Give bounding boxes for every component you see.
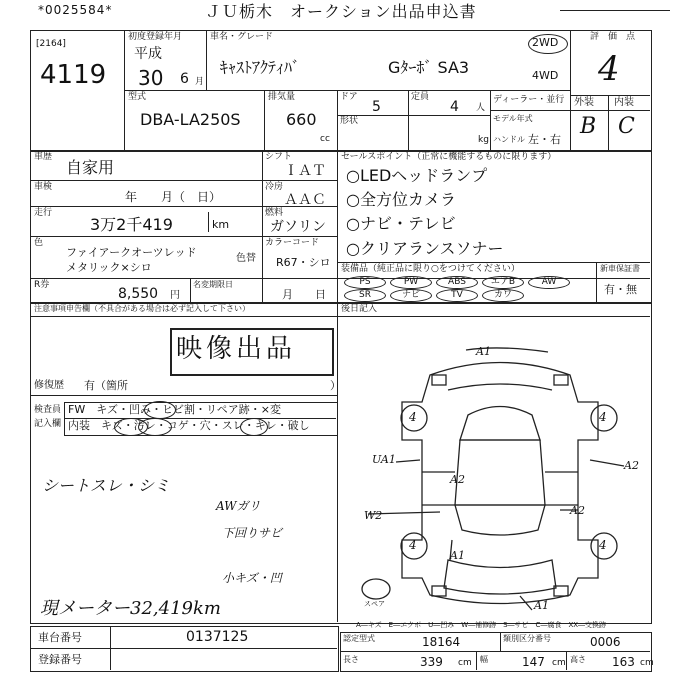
checks-label-2: 記入欄	[34, 419, 62, 429]
fuel-label: 燃料	[265, 208, 284, 218]
doors-value: 5	[372, 99, 381, 115]
equipment-row1-0: PS	[344, 276, 386, 289]
tire-grade-rl: 4	[409, 538, 417, 552]
divider	[30, 236, 337, 237]
divider	[30, 648, 337, 649]
equipment-row1-1: PW	[390, 276, 432, 289]
overall-grade: 4	[598, 49, 620, 89]
equipment-label: 装備品（純正品に限り○をつけてください）	[341, 264, 520, 274]
sales-point-2: ○全方位カメラ	[346, 190, 456, 209]
divider	[190, 278, 191, 302]
exterior-label: 外装	[574, 97, 594, 108]
mark-a2-right: A2	[570, 504, 585, 517]
shift-label: シフト	[265, 152, 293, 162]
sales-points-label: セールスポイント（正常に機能するものに限ります）	[341, 152, 557, 162]
divider	[476, 651, 477, 670]
divider	[490, 110, 570, 111]
registration-era: 平成	[134, 46, 162, 62]
transfer-label: 名変期限日	[193, 280, 233, 289]
tire-grade-rr: 4	[599, 538, 607, 552]
repair-history-value: 有（箇所	[84, 379, 128, 392]
class-label: 類別区分番号	[503, 634, 551, 643]
model-label: 型式	[128, 92, 147, 102]
length-value: 339	[420, 655, 443, 669]
repair-history-close: ）	[330, 379, 341, 392]
equipment-row1-3: エアB	[482, 276, 524, 289]
notes-label: 注意事項申告欄（不具合がある場合は必ず記入して下さい）	[34, 304, 250, 313]
dealer-label: ディーラー・並行	[493, 95, 565, 105]
tire-grade-fr: 4	[599, 410, 607, 424]
divider	[262, 180, 337, 181]
capacity-unit: 人	[476, 103, 486, 113]
divider	[340, 651, 650, 652]
drive-2wd: 2WD	[532, 36, 559, 49]
height-unit: cm	[640, 658, 654, 668]
registration-year: 30	[138, 66, 164, 90]
color-change-label: 色替	[236, 253, 256, 264]
video-stamp: 映像出品	[176, 334, 297, 364]
inspection-value: 年 月（ 日）	[125, 190, 222, 204]
divider	[264, 90, 265, 150]
height-value: 163	[612, 655, 635, 669]
check-circle	[240, 418, 268, 436]
divider	[337, 115, 490, 116]
doors-label: ドア	[340, 92, 358, 102]
displacement-label: 排気量	[268, 92, 296, 102]
equipment-row1-2: ABS	[436, 276, 478, 289]
handwritten-note-4: 小キズ・凹	[222, 571, 282, 585]
handwritten-note-2: AWガリ	[216, 499, 261, 513]
header-corner-rule	[560, 10, 670, 11]
mark-w2: W2	[364, 509, 383, 522]
damage-legend: A―キズ E―エクボ U―凹み W―補修跡 S―サビ C―腐食 XX―交換跡	[356, 621, 607, 629]
shape-label: 形状	[340, 116, 359, 126]
check-circle	[138, 418, 172, 436]
mark-ua1: UA1	[372, 453, 396, 466]
shift-value: ＩＡＴ	[284, 163, 326, 179]
divider	[570, 110, 650, 111]
mark-a2-side: A2	[624, 459, 639, 472]
divider	[110, 626, 111, 670]
registration-month-unit: 月	[195, 77, 205, 87]
vehicle-name-label: 車名・グレード	[210, 32, 274, 42]
new-car-warranty-label: 新車保証書	[600, 264, 640, 273]
capacity-label: 定員	[411, 92, 430, 102]
equipment-row2-2: TV	[436, 289, 478, 302]
aircon-value: ＡＡＣ	[284, 192, 326, 208]
divider	[206, 30, 207, 90]
height-label: 高さ	[570, 655, 586, 664]
handwritten-note-1: シートスレ・シミ	[42, 476, 170, 495]
handwritten-note-3: 下回りサビ	[222, 526, 283, 540]
divider	[262, 150, 263, 302]
inspection-label: 車検	[34, 182, 53, 192]
mark-a1-bottom: A1	[534, 599, 549, 612]
registration-number-label: 登録番号	[38, 653, 82, 666]
interior-grade: C	[618, 114, 635, 139]
model-year-label: モデル年式	[493, 114, 533, 123]
checks-row-1: FW キズ・凹み・ヒビ割・リペア跡・×変	[68, 403, 281, 416]
usage-value: 自家用	[66, 158, 115, 177]
registration-month: 6	[180, 71, 189, 87]
color-code: R67・シロ	[276, 256, 331, 269]
vehicle-name: ｷｬｽﾄｱｸﾃｨﾊﾞ	[220, 58, 301, 77]
drive-4wd: 4WD	[532, 69, 559, 82]
cert-model-label: 認定型式	[343, 634, 375, 643]
divider	[337, 262, 650, 263]
sales-point-1: ○LEDヘッドランプ	[346, 166, 488, 185]
new-car-warranty-value: 有・無	[604, 283, 637, 296]
color-value-1: ファイアークオーツレッド	[66, 246, 197, 259]
length-label: 長さ	[343, 655, 359, 664]
equipment-row2-1: ナビ	[390, 289, 432, 302]
chassis-number: 0137125	[186, 629, 249, 645]
mileage-label: 走行	[34, 208, 53, 218]
displacement-value: 660	[286, 110, 317, 129]
form-title: ＪＵ栃木 オークション出品申込書	[205, 2, 477, 21]
vehicle-grade: Gﾀｰﾎﾞ SA3	[388, 58, 470, 77]
aircon-label: 冷房	[265, 182, 284, 192]
divider	[337, 150, 338, 302]
divider	[570, 95, 650, 96]
checks-label-1: 検査員	[34, 405, 62, 415]
lot-code: [2164]	[36, 39, 66, 49]
weight-unit: kg	[478, 135, 489, 145]
form-serial: *0025584*	[38, 3, 113, 17]
divider	[566, 651, 567, 670]
transfer-value: 月 日	[282, 288, 326, 301]
handle-value: 左・右	[528, 133, 561, 146]
mark-a1-top: A1	[476, 345, 491, 358]
equipment-row1-4: AW	[528, 276, 570, 289]
width-unit: cm	[552, 658, 566, 668]
rear-note-label: 後日記入	[341, 304, 378, 314]
color-label: 色	[34, 238, 44, 248]
sales-point-4: ○クリアランスソナー	[346, 239, 504, 258]
mileage-unit: km	[212, 218, 230, 231]
equipment-row2-0: SR	[344, 289, 386, 302]
mileage-value: 3万2千419	[90, 215, 173, 234]
color-value-2: メタリック×シロ	[66, 261, 152, 274]
tax-value: 8,550	[118, 286, 159, 302]
capacity-value: 4	[450, 99, 459, 115]
repair-history-label: 修復歴	[34, 380, 64, 391]
overall-grade-label: 評 価 点	[590, 32, 636, 42]
divider	[124, 90, 570, 91]
check-circle	[144, 401, 176, 419]
exterior-grade: B	[580, 114, 597, 139]
length-unit: cm	[458, 658, 472, 668]
checks-row-2: 内装 キズ・汚レ・コゲ・穴・スレ・キレ・破し	[68, 419, 310, 432]
registration-label: 初度登録年月	[128, 32, 183, 42]
cert-model-value: 18164	[422, 635, 461, 649]
class-value: 0006	[590, 635, 621, 649]
divider	[570, 30, 571, 150]
usage-label: 車歴	[34, 152, 53, 162]
divider	[208, 212, 209, 232]
equipment-row2-3: カワ	[482, 289, 524, 302]
divider	[500, 632, 501, 651]
handwritten-note-5: 現メーター32,419km	[40, 598, 221, 619]
fuel-value: ガソリン	[270, 219, 326, 235]
divider	[408, 90, 409, 150]
divider	[30, 316, 650, 317]
divider	[337, 90, 338, 150]
spare-label: スペア	[364, 600, 385, 608]
mark-a1-mid: A1	[450, 549, 465, 562]
notes-section	[30, 302, 652, 624]
sales-point-3: ○ナビ・テレビ	[346, 214, 456, 233]
divider	[596, 262, 597, 302]
mark-a2-left: A2	[450, 473, 465, 486]
divider	[337, 302, 338, 622]
interior-label: 内装	[614, 97, 634, 108]
model-value: DBA-LA250S	[140, 110, 241, 129]
tax-label: R券	[34, 280, 50, 290]
tire-grade-fl: 4	[409, 410, 417, 424]
handle-label: ハンドル	[493, 135, 525, 144]
tax-unit: 円	[170, 290, 180, 301]
lot-number: 4119	[40, 60, 107, 90]
chassis-label: 車台番号	[38, 631, 82, 644]
width-label: 幅	[480, 655, 488, 664]
divider	[490, 90, 491, 150]
divider	[30, 395, 337, 396]
color-code-label: カラーコード	[265, 238, 320, 248]
divider	[608, 95, 609, 150]
width-value: 147	[522, 655, 545, 669]
displacement-unit: cc	[320, 134, 330, 144]
